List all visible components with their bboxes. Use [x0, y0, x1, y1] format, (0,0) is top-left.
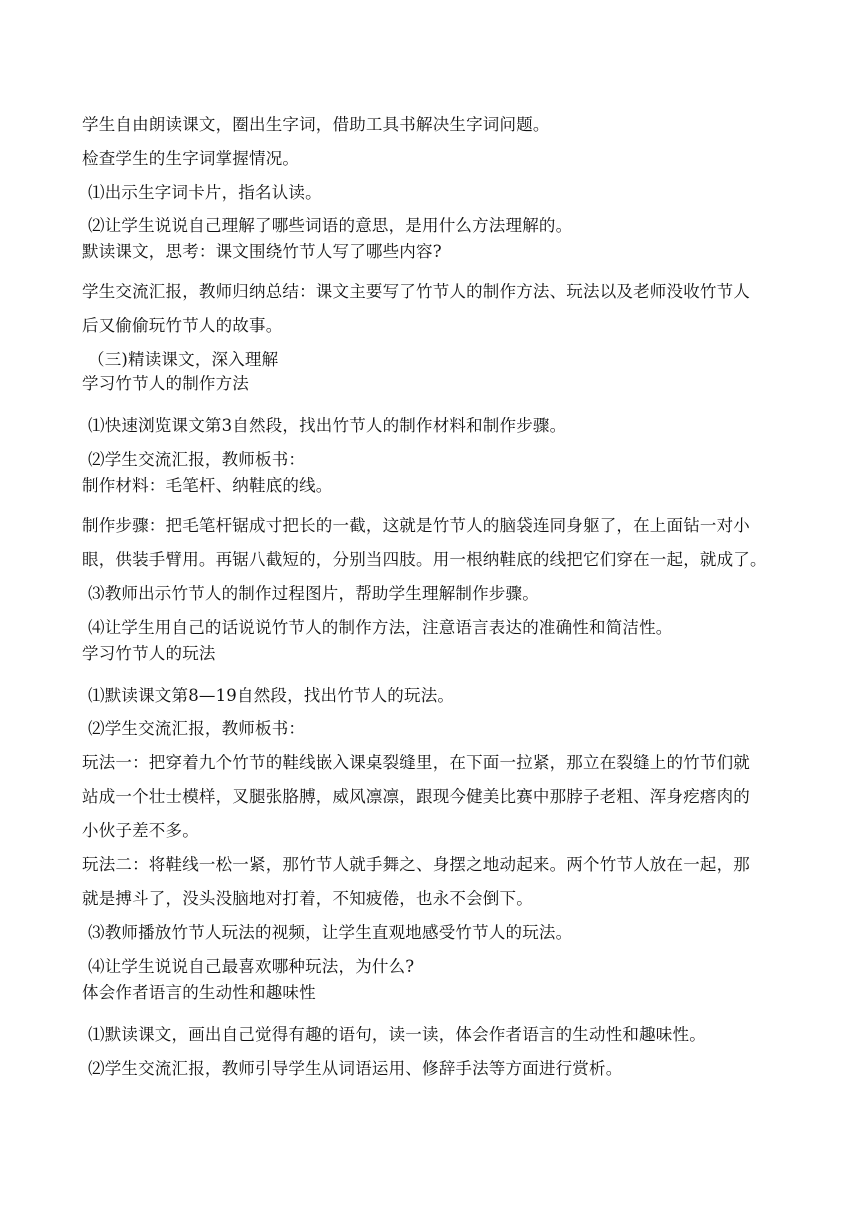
text-line: ⑷让学生用自己的话说说竹节人的制作方法，注意语言表达的准确性和简洁性。 — [88, 618, 673, 637]
text-line: ⑵学生交流汇报，教师板书： — [88, 719, 306, 738]
text-line: ⑴出示生字词卡片，指名认读。 — [88, 183, 322, 202]
text-line: 制作步骤：把毛笔杆锯成寸把长的一截，这就是竹节人的脑袋连同身躯了，在上面钻一对小 — [82, 516, 750, 535]
text-line: 学生交流汇报，教师归纳总结：课文主要写了竹节人的制作方法、玩法以及老师没收竹节人 — [82, 282, 750, 301]
text-line: 站成一个壮士模样，叉腿张胳膊，威风凛凛，跟现今健美比赛中那脖子老粗、浑身疙瘩肉的 — [82, 787, 750, 806]
text-line: ⑴默读课文第8—19自然段，找出竹节人的玩法。 — [88, 686, 455, 705]
text-line: 检查学生的生字词掌握情况。 — [82, 149, 300, 168]
subsection-heading: 学习竹节人的制作方法 — [82, 374, 249, 393]
text-line: 就是搏斗了，没头没脑地对打着，不知疲倦，也永不会倒下。 — [82, 889, 533, 908]
text-line: ⑵让学生说说自己理解了哪些词语的意思，是用什么方法理解的。 — [88, 216, 573, 235]
text-line: ⑶教师播放竹节人玩法的视频，让学生直观地感受竹节人的玩法。 — [88, 923, 573, 942]
subsection-heading: 学习竹节人的玩法 — [82, 644, 216, 663]
text-line: 默读课文，思考：课文围绕竹节人写了哪些内容? — [82, 242, 442, 261]
text-line: ⑷让学生说说自己最喜欢哪种玩法，为什么? — [88, 957, 415, 976]
text-line: ⑴默读课文，画出自己觉得有趣的语句，读一读，体会作者语言的生动性和趣味性。 — [88, 1025, 706, 1044]
text-line: ⑶教师出示竹节人的制作过程图片，帮助学生理解制作步骤。 — [88, 584, 539, 603]
text-line: 玩法二：将鞋线一松一紧，那竹节人就手舞之、身摆之地动起来。两个竹节人放在一起，那 — [82, 855, 750, 874]
text-line: ⑵学生交流汇报，教师板书： — [88, 450, 306, 469]
section-heading: （三)精读课文，深入理解 — [88, 350, 279, 369]
text-line: 玩法一：把穿着九个竹节的鞋线嵌入课桌裂缝里，在下面一拉紧，那立在裂缝上的竹节们就 — [82, 753, 750, 772]
text-line: 小伙子差不多。 — [82, 821, 199, 840]
text-line: 制作材料：毛笔杆、纳鞋底的线。 — [82, 476, 333, 495]
subsection-heading: 体会作者语言的生动性和趣味性 — [82, 983, 316, 1002]
text-line: ⑴快速浏览课文第3自然段，找出竹节人的制作材料和制作步骤。 — [88, 416, 567, 435]
text-line: ⑵学生交流汇报，教师引导学生从词语运用、修辞手法等方面进行赏析。 — [88, 1059, 623, 1078]
text-line: 眼，供装手臂用。再锯八截短的，分别当四肢。用一根纳鞋底的线把它们穿在一起，就成了。 — [82, 550, 767, 569]
text-line: 学生自由朗读课文，圈出生字词，借助工具书解决生字词问题。 — [82, 115, 550, 134]
text-line: 后又偷偷玩竹节人的故事。 — [82, 316, 283, 335]
